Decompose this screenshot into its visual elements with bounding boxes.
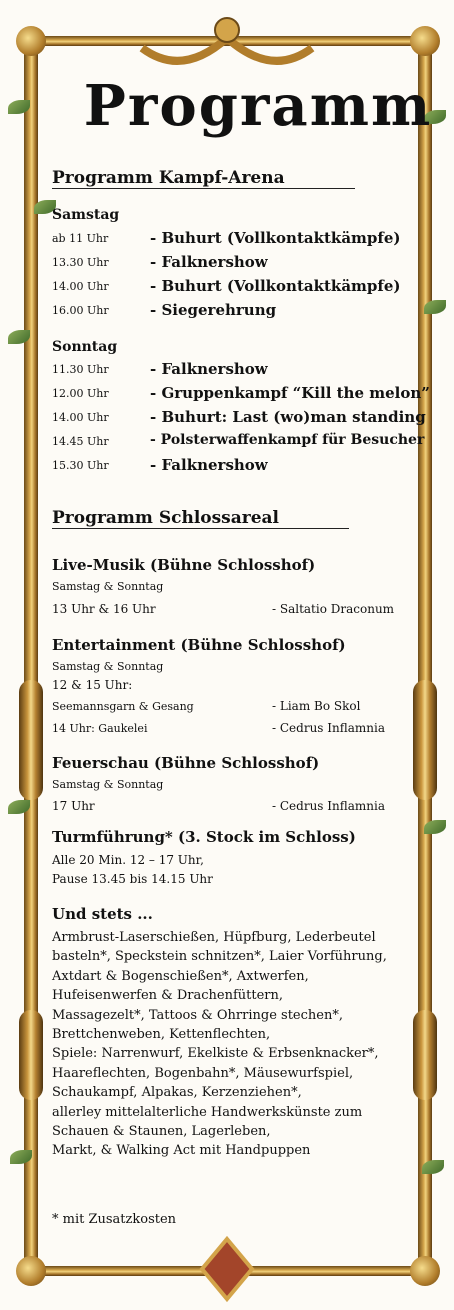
music-title: Live-Musik (Bühne Schlosshof) (52, 556, 316, 574)
leaf-icon (422, 1160, 444, 1174)
list-item: Massagezelt*, Tattoos & Ohrringe stechen*, (52, 1007, 343, 1023)
schedule-event: - Falknershow (150, 253, 268, 271)
sunday-day-label: Sonntag (52, 339, 118, 355)
schedule-time: 14.00 Uhr (52, 411, 109, 424)
fire-days: Samstag & Sonntag (52, 778, 164, 791)
schedule-time: ab 11 Uhr (52, 232, 109, 245)
saturday-day-label: Samstag (52, 207, 120, 223)
entertainment-times: 12 & 15 Uhr: (52, 678, 133, 692)
list-item: Haareflechten, Bogenbahn*, Mäusewurfspiel, (52, 1065, 354, 1081)
schedule-time: 16.00 Uhr (52, 304, 109, 317)
music-days: Samstag & Sonntag (52, 580, 164, 593)
entertainment-days: Samstag & Sonntag (52, 660, 164, 673)
entertainment-line2-right: - Cedrus Inflamnia (272, 721, 385, 735)
music-time: 13 Uhr & 16 Uhr (52, 602, 156, 616)
always-title: Und stets ... (52, 905, 153, 923)
list-item: Brettchenweben, Kettenflechten, (52, 1027, 271, 1043)
fire-act: - Cedrus Inflamnia (272, 799, 385, 813)
list-item: Armbrust-Laserschießen, Hüpfburg, Lederbeutel (52, 930, 376, 945)
schedule-row (52, 253, 412, 275)
entertainment-line1-left: Seemannsgarn & Gesang (52, 700, 194, 713)
arena-heading: Programm Kampf-Arena (52, 168, 355, 189)
corner-ornament-icon (410, 26, 440, 56)
schedule-event: - Falknershow (150, 360, 268, 378)
schedule-event: - Gruppenkampf “Kill the melon” (150, 384, 430, 402)
schedule-event: - Buhurt (Vollkontaktkämpfe) (150, 277, 401, 295)
pillar-ornament-icon (413, 680, 437, 800)
footnote: * mit Zusatzkosten (52, 1212, 177, 1227)
schedule-row (52, 301, 412, 323)
schedule-row (52, 408, 426, 430)
music-act: - Saltatio Draconum (272, 602, 395, 616)
fire-time: 17 Uhr (52, 799, 95, 813)
tower-line1: Alle 20 Min. 12 – 17 Uhr, (52, 853, 204, 867)
pillar-ornament-icon (19, 1010, 43, 1100)
leaf-icon (424, 300, 446, 314)
schedule-row (52, 384, 430, 406)
schedule-time: 12.00 Uhr (52, 387, 109, 400)
pillar-ornament-icon (19, 680, 43, 800)
schedule-row (52, 229, 412, 251)
list-item: Schauen & Staunen, Lagerleben, (52, 1124, 271, 1140)
list-item: allerley mittelalterliche Handwerkskünste zum (52, 1104, 363, 1120)
schedule-event: - Siegerehrung (150, 301, 277, 319)
entertainment-line1-right: - Liam Bo Skol (272, 699, 361, 713)
leaf-icon (424, 820, 446, 834)
tower-title: Turmführung* (3. Stock im Schloss) (52, 828, 356, 846)
schedule-event: - Falknershow (150, 456, 268, 474)
list-item: Schaukampf, Alpakas, Kerzenziehen*, (52, 1085, 302, 1101)
always-list (52, 928, 402, 1161)
list-item: basteln*, Speckstein schnitzen*, Laier Vorführung, (52, 949, 387, 965)
list-item: Markt, & Walking Act mit Handpuppen (52, 1143, 311, 1159)
list-item: Hufeisenwerfen & Drachenfüttern, (52, 988, 284, 1004)
pillar-ornament-icon (413, 1010, 437, 1100)
schedule-row (52, 456, 412, 478)
schedule-event: - Buhurt (Vollkontaktkämpfe) (150, 229, 401, 247)
corner-ornament-icon (16, 26, 46, 56)
list-item: Spiele: Narrenwurf, Ekelkiste & Erbsenknacker*, (52, 1046, 379, 1062)
schedule-time: 15.30 Uhr (52, 459, 109, 472)
schedule-time: 14.45 Uhr (52, 435, 109, 448)
schedule-row (52, 277, 412, 299)
entertainment-line2-left: 14 Uhr: Gaukelei (52, 722, 148, 735)
page-title: Programm (83, 73, 433, 139)
schedule-time: 14.00 Uhr (52, 280, 109, 293)
entertainment-title: Entertainment (Bühne Schlosshof) (52, 636, 346, 654)
schedule-event: - Polsterwaffenkampf für Besucher (150, 432, 425, 448)
schedule-row (52, 432, 425, 454)
schedule-time: 11.30 Uhr (52, 363, 109, 376)
schedule-row (52, 360, 412, 382)
tower-line2: Pause 13.45 bis 14.15 Uhr (52, 872, 213, 886)
bottom-crest-ornament-icon (197, 1234, 257, 1304)
list-item: Axtdart & Bogenschießen*, Axtwerfen, (52, 968, 309, 984)
schedule-time: 13.30 Uhr (52, 256, 109, 269)
top-garland-ornament-icon (137, 8, 317, 68)
schedule-event: - Buhurt: Last (wo)man standing (150, 408, 426, 426)
fire-title: Feuerschau (Bühne Schlosshof) (52, 754, 320, 772)
corner-ornament-icon (16, 1256, 46, 1286)
schloss-heading: Programm Schlossareal (52, 508, 349, 529)
corner-ornament-icon (410, 1256, 440, 1286)
